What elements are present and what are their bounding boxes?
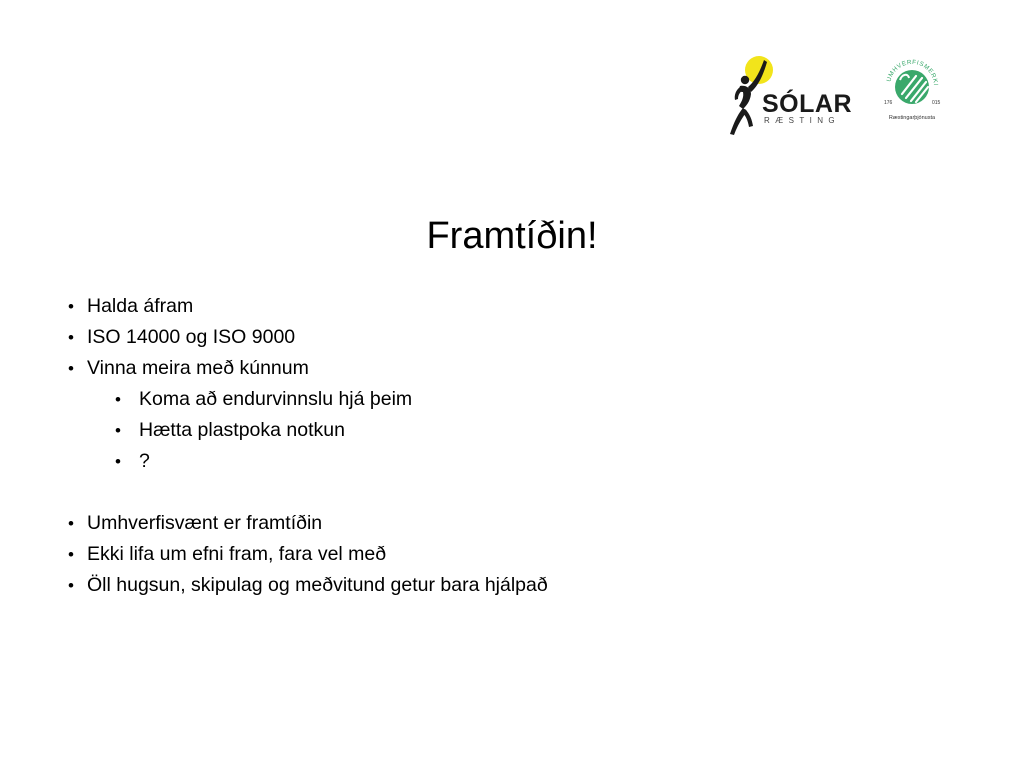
bullet-marker: • xyxy=(68,514,74,533)
bullet-text: Ekki lifa um efni fram, fara vel með xyxy=(87,543,387,565)
bullet-text: Hætta plastpoka notkun xyxy=(139,419,345,441)
sub-bullet-item xyxy=(68,446,968,477)
list-spacer xyxy=(68,477,968,508)
bullet-item xyxy=(68,353,968,384)
swan-ecolabel-logo xyxy=(878,54,946,126)
bullet-marker: • xyxy=(68,297,74,316)
slide-title: Framtíðin! xyxy=(426,215,598,257)
swan-caption: Ræstingarþjónusta xyxy=(888,115,936,121)
bullet-marker: • xyxy=(68,545,74,564)
bullet-text: Koma að endurvinnslu hjá þeim xyxy=(139,388,413,410)
bullet-text: Vinna meira með kúnnum xyxy=(87,357,309,379)
solar-logo xyxy=(726,54,856,136)
nordic-swan-icon xyxy=(878,54,946,114)
bullet-item xyxy=(68,508,968,539)
bullet-text: Halda áfram xyxy=(87,295,194,317)
swan-ring-text: UMHVERFISMERKI xyxy=(885,58,940,87)
solar-wordmark: SÓLAR xyxy=(762,90,852,118)
bullet-text: Umhverfisvænt er framtíðin xyxy=(87,512,323,534)
bullet-item xyxy=(68,570,968,601)
bullet-item xyxy=(68,291,968,322)
swan-left-number: 176 xyxy=(884,100,893,106)
bullet-marker: • xyxy=(115,452,121,471)
bullet-list xyxy=(68,291,968,601)
bullet-marker: • xyxy=(115,421,121,440)
sub-bullet-item xyxy=(68,415,968,446)
bullet-marker: • xyxy=(115,390,121,409)
bullet-text: ? xyxy=(139,450,150,472)
bullet-marker: • xyxy=(68,328,74,347)
bullet-marker: • xyxy=(68,576,74,595)
bullet-item xyxy=(68,539,968,570)
sub-bullet-item xyxy=(68,384,968,415)
bullet-marker: • xyxy=(68,359,74,378)
swan-right-number: 015 xyxy=(932,100,941,106)
bullet-text: Öll hugsun, skipulag og meðvitund getur bara hjálpað xyxy=(87,574,548,596)
solar-subtext: RÆSTING xyxy=(764,116,841,125)
bullet-text: ISO 14000 og ISO 9000 xyxy=(87,326,296,348)
bullet-item xyxy=(68,322,968,353)
